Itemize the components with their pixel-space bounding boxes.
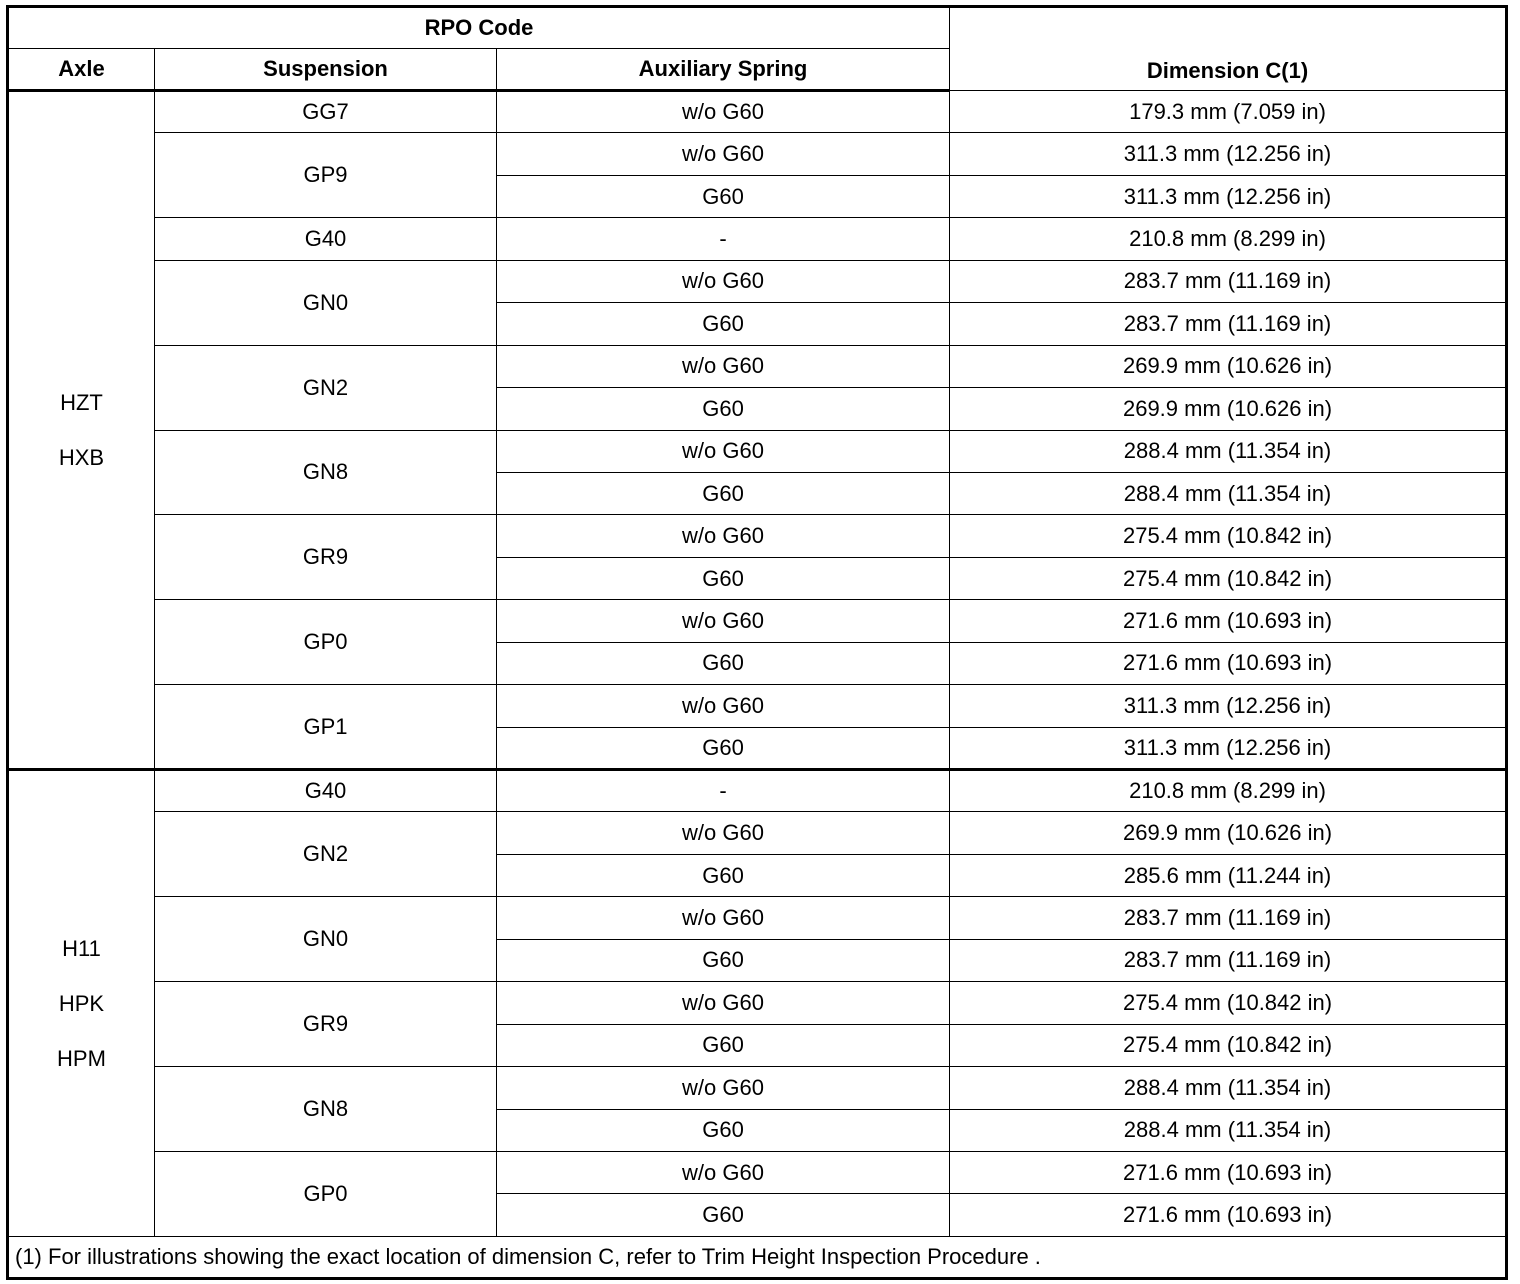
dimension-cell: 283.7 mm (11.169 in) [950,897,1507,939]
suspension-cell: GG7 [155,91,497,133]
table-row [8,770,1507,812]
auxiliary-spring-cell: - [497,218,950,260]
suspension-cell: G40 [155,218,497,260]
dimension-cell: 283.7 mm (11.169 in) [950,939,1507,981]
table-body [8,91,1507,1237]
suspension-cell: GN8 [155,430,497,515]
dimension-cell: 271.6 mm (10.693 in) [950,642,1507,684]
table-row [8,430,1507,472]
dimension-cell: 179.3 mm (7.059 in) [950,91,1507,133]
table-row [8,345,1507,387]
dimension-cell: 288.4 mm (11.354 in) [950,472,1507,514]
auxiliary-spring-cell: G60 [497,388,950,430]
dimension-cell: 311.3 mm (12.256 in) [950,175,1507,217]
auxiliary-spring-cell: w/o G60 [497,91,950,133]
auxiliary-spring-cell: w/o G60 [497,133,950,175]
suspension-cell: GR9 [155,515,497,600]
suspension-cell: GP0 [155,600,497,685]
dimension-cell: 285.6 mm (11.244 in) [950,854,1507,896]
header-row-top [8,7,1507,49]
auxiliary-spring-cell: G60 [497,175,950,217]
suspension-cell: GP0 [155,1151,497,1236]
suspension-cell: GP1 [155,685,497,770]
dimension-cell: 275.4 mm (10.842 in) [950,557,1507,599]
auxiliary-spring-cell: w/o G60 [497,430,950,472]
axle-code: HPM [57,1046,106,1071]
table-row [8,812,1507,854]
table-row [8,515,1507,557]
dimension-header: Dimension C(1) [950,7,1507,91]
suspension-cell: GN0 [155,897,497,982]
dimension-cell: 271.6 mm (10.693 in) [950,1151,1507,1193]
suspension-cell: GP9 [155,133,497,218]
suspension-cell: GN2 [155,812,497,897]
table-row [8,218,1507,260]
suspension-cell: GN8 [155,1067,497,1152]
auxiliary-spring-cell: w/o G60 [497,515,950,557]
dimension-cell: 311.3 mm (12.256 in) [950,685,1507,727]
auxiliary-spring-cell: G60 [497,854,950,896]
suspension-cell: GN2 [155,345,497,430]
axle-code: HXB [58,445,105,470]
table-row [8,91,1507,133]
dimension-cell: 288.4 mm (11.354 in) [950,1109,1507,1151]
suspension-cell: GN0 [155,260,497,345]
dimension-cell: 271.6 mm (10.693 in) [950,600,1507,642]
axle-code: HZT [60,390,103,415]
dimension-cell: 275.4 mm (10.842 in) [950,982,1507,1024]
auxiliary-spring-cell: G60 [497,303,950,345]
dimension-cell: 210.8 mm (8.299 in) [950,218,1507,260]
auxiliary-spring-header: Auxiliary Spring [497,49,950,91]
auxiliary-spring-cell: w/o G60 [497,345,950,387]
auxiliary-spring-cell: G60 [497,472,950,514]
auxiliary-spring-cell: G60 [497,939,950,981]
auxiliary-spring-cell: w/o G60 [497,600,950,642]
dimension-cell: 269.9 mm (10.626 in) [950,388,1507,430]
dimension-cell: 288.4 mm (11.354 in) [950,430,1507,472]
auxiliary-spring-cell: w/o G60 [497,1067,950,1109]
dimension-cell: 269.9 mm (10.626 in) [950,345,1507,387]
footnote-row [8,1237,1507,1279]
suspension-header: Suspension [155,49,497,91]
table-row [8,133,1507,175]
auxiliary-spring-cell: w/o G60 [497,685,950,727]
auxiliary-spring-cell: G60 [497,1194,950,1237]
axle-code: H11 [62,936,101,961]
axle-header: Axle [8,49,155,91]
auxiliary-spring-cell: G60 [497,727,950,769]
dimension-cell: 271.6 mm (10.693 in) [950,1194,1507,1237]
footnote: (1) For illustrations showing the exact location of dimension C, refer to Trim Height Inspection Procedure . [8,1237,1507,1279]
dimension-cell: 311.3 mm (12.256 in) [950,133,1507,175]
auxiliary-spring-cell: w/o G60 [497,1151,950,1193]
table-row [8,260,1507,302]
auxiliary-spring-cell: G60 [497,642,950,684]
auxiliary-spring-cell: w/o G60 [497,982,950,1024]
table-row [8,897,1507,939]
table-row [8,1151,1507,1193]
rpo-dimension-table [6,5,1508,1280]
dimension-cell: 210.8 mm (8.299 in) [950,770,1507,812]
dimension-cell: 269.9 mm (10.626 in) [950,812,1507,854]
auxiliary-spring-cell: - [497,770,950,812]
dimension-cell: 311.3 mm (12.256 in) [950,727,1507,769]
dimension-cell: 275.4 mm (10.842 in) [950,515,1507,557]
rpo-code-header: RPO Code [8,7,950,49]
axle-code: HPK [58,991,105,1016]
auxiliary-spring-cell: w/o G60 [497,897,950,939]
suspension-cell: G40 [155,770,497,812]
axle-cell [8,91,155,770]
dimension-cell: 288.4 mm (11.354 in) [950,1067,1507,1109]
table-row [8,982,1507,1024]
auxiliary-spring-cell: w/o G60 [497,812,950,854]
table-row [8,685,1507,727]
dimension-cell: 283.7 mm (11.169 in) [950,303,1507,345]
auxiliary-spring-cell: G60 [497,1109,950,1151]
table-row [8,1067,1507,1109]
dimension-cell: 275.4 mm (10.842 in) [950,1024,1507,1066]
auxiliary-spring-cell: G60 [497,1024,950,1066]
dimension-cell: 283.7 mm (11.169 in) [950,260,1507,302]
table-row [8,600,1507,642]
auxiliary-spring-cell: w/o G60 [497,260,950,302]
suspension-cell: GR9 [155,982,497,1067]
axle-cell [8,770,155,1237]
auxiliary-spring-cell: G60 [497,557,950,599]
